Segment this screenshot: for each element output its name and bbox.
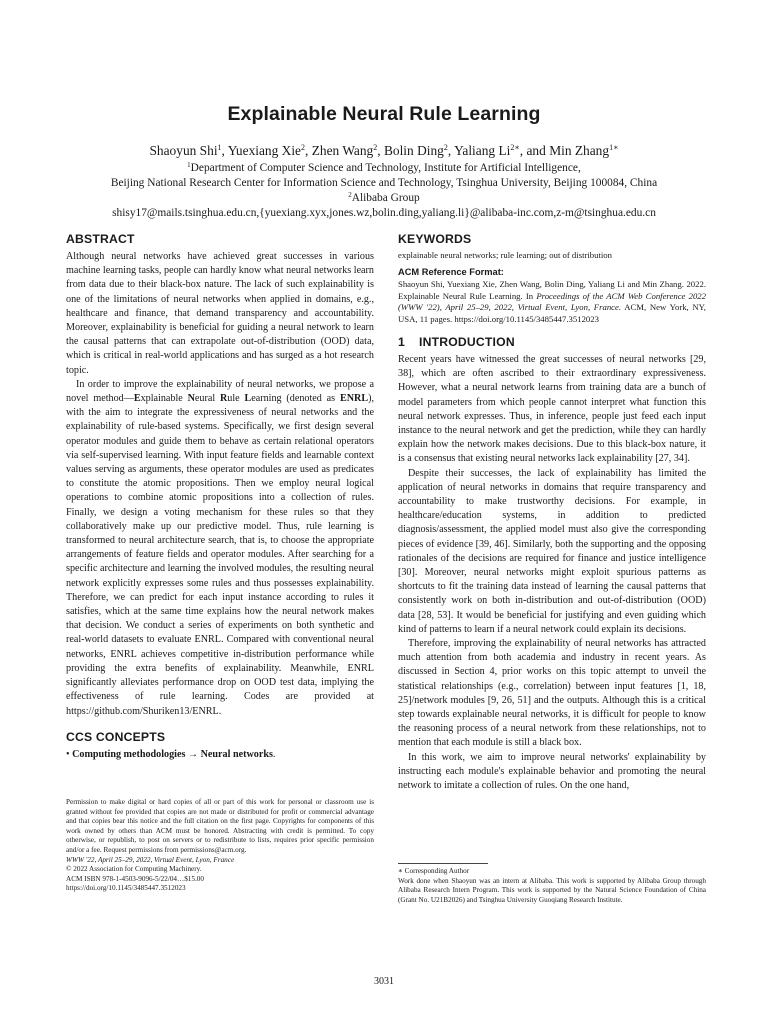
copyright-notice: © 2022 Association for Computing Machinery. xyxy=(66,865,202,874)
introduction-heading: 1 INTRODUCTION xyxy=(398,334,515,349)
intro-paragraph-4: In this work, we aim to improve neural networks' explainability by instructing each module's explainable behavior and promoting the neural network to imitate a collection of rules. On the one hand, xyxy=(398,751,706,792)
author-name: Zhen Wang xyxy=(311,143,374,158)
author-affiliation-mark: 2 xyxy=(373,143,378,152)
author-affiliation-mark: 1∗ xyxy=(609,143,619,152)
conference-venue: WWW '22, April 25–29, 2022, Virtual Event, Lyon, France xyxy=(66,855,235,864)
page-number: 3031 xyxy=(374,976,394,987)
doi-link[interactable]: https://doi.org/10.1145/3485447.3512023 xyxy=(66,884,186,893)
right-column xyxy=(398,231,706,793)
affiliation-1: $^1$Department of Computer Science and Technology, Institute for Artificial Intelligence, xyxy=(187,161,581,174)
affiliation-1-line-2: Beijing National Research Center for Information Science and Technology, Tsinghua University, Beijing 100084, China xyxy=(110,177,658,189)
author-affiliation-mark: 2 xyxy=(301,143,306,152)
footnote-rule xyxy=(398,863,488,864)
keywords-heading: KEYWORDS xyxy=(398,232,472,246)
author-name: Yaliang Li xyxy=(454,143,511,158)
permission-block xyxy=(66,798,374,894)
author-affiliation-mark: 1 xyxy=(217,143,222,152)
ccs-concepts-heading: CCS CONCEPTS xyxy=(66,729,166,744)
author-name: Yuexiang Xie xyxy=(227,143,302,158)
ccs-concept-item: • Computing methodologies → Neural networks. xyxy=(66,748,276,760)
author-name: Bolin Ding xyxy=(383,143,444,158)
abstract-paragraph-2: In order to improve the explainability of neural networks, we propose a novel method—Explainable Neural Rule Learning (denoted as ENRL), with the aim to integrate the expressiveness of neural networks and the explainability of rule-based systems. Specifically, we first design several operator modules and guide them to behave as certain relational operators via self-supervised learning. With input feature fields and learnable context values serving as arguments, these operator modules are used as predicates to constitute the atomic propositions. Then we employ neural logical operations to combine atomic propositions into a collection of rules. Finally, we design a voting mechanism for these rules so that they collaboratively make up our predictive model. Thus, rule learning is transformed to neural architecture search, that is, to choose the appropriate arrangements of feature fields and operator modules. After searching for a specific architecture and learning the involved modules, the resulting neural network explicitly expresses some rules and thus possesses explainability. Therefore, we can predict for each input instance according to rules it satisfies, which at the same time explains how the neural network makes that decision. We conduct a series of experiments on both synthetic and real-world datasets to evaluate ENRL. Compared with conventional neural networks, ENRL achieves competitive in-distribution performance while providing the extra benefits of explainability. Meanwhile, ENRL significantly alleviates performance drop on OOD test data, implying the effectiveness of rule learning. Codes are provided at https://github.com/Shuriken13/ENRL. xyxy=(66,378,374,717)
left-column xyxy=(66,231,374,762)
author-emails: shisy17@mails.tsinghua.edu.cn,{yuexiang.xyx,jones.wz,bolin.ding,yaliang.li}@alibaba-inc.com,z-m@tsinghua.edu.cn xyxy=(112,207,656,219)
author-name: Shaoyun Shi xyxy=(149,143,218,158)
corresponding-author-note: ∗ Corresponding Author xyxy=(398,867,470,875)
author-affiliation-mark: 2 xyxy=(443,143,448,152)
permission-text: Permission to make digital or hard copies of all or part of this work for personal or classroom use is granted without fee provided that copies are not made or distributed for profit or commercial advantage and that copies bear this notice and the full citation on the first page. Copyrights for components of this work owned by others than ACM must be honored. Abstracting with credit is permitted. To copy otherwise, or republish, to post on servers or to redistribute to lists, requires prior specific permission and/or a fee. Request permissions from permissions@acm.org. xyxy=(66,798,374,854)
acm-reference-heading: ACM Reference Format: xyxy=(398,266,504,277)
author-footnote-block xyxy=(398,863,706,905)
abstract-heading: ABSTRACT xyxy=(66,232,135,246)
isbn: ACM ISBN 978-1-4503-9096-5/22/04…$15.00 xyxy=(66,874,204,883)
author-list: Shaoyun Shi$^1$, Yuexiang Xie$^2$, Zhen Wang$^2$, Bolin Ding$^2$, Yaliang $Li^{2∗}$, and Min Zhang$^{1∗}$ xyxy=(149,143,619,158)
funding-note: Work done when Shaoyun was an intern at Alibaba. This work is supported by Alibaba Group through Alibaba Research Intern Program. This work is supported by the Natural Science Foundation of China (Grant No. U21B2026) and Tsinghua University Guoqiang Research Institute. xyxy=(398,876,706,904)
intro-paragraph-2: Despite their successes, the lack of explainability has limited the application of neural networks in domains that require transparency and accountability to make trustworthy decisions. For example, in healthcare/education systems, in addition to predicted diagnosis/assessment, the applied model must also give the corresponding pieces of evidence [39, 46]. Similarly, both the supporting and the opposing rationales of the decisions are required for finance and justice intelligence [30]. Moreover, neural networks might exploit spurious patterns as shortcuts to fit the training data instead of learning the causal patterns that consistently work on both in-distribution and out-of-distribution (OOD) data [28, 53]. It would be beneficial for justifying and even guiding which kind of patterns to learn if a neural network could explain its decisions. xyxy=(398,467,706,635)
author-affiliation-mark: 2∗ xyxy=(510,143,520,152)
affiliation-2: $^2$Alibaba Group xyxy=(348,191,420,204)
author-name: Min Zhang xyxy=(549,143,610,158)
intro-paragraph-1: Recent years have witnessed the great successes of neural networks [29, 38], which are often ascribed to their extraordinary expressiveness. However, what a neural network learns from training data are a bunch of model parameters from which people cannot interpret what function this neural network expresses. Thus, in inference, people just feed each input instance to the neural network and get the prediction, while they can hardly explain how the network makes decisions. Due to this black-box nature, it is a consensus that existing neural networks lack explainability [27, 34]. xyxy=(398,353,706,465)
abstract-paragraph-1: Although neural networks have achieved great successes in various machine learning tasks, people can hardly know what neural networks learn from data due to their black-box nature. The lack of such explainability is one of the limitations of neural networks when applied in domains, e.g., healthcare and finance, that demand transparency and accountability. Moreover, explainability is beneficial for guiding a neural network to learn the causal patterns that can extrapolate out-of-distribution (OOD) data, which is critical in real-world applications and has surged as a hot research topic. xyxy=(66,251,374,376)
intro-paragraph-3: Therefore, improving the explainability of neural networks has attracted much attention from both academia and industry in recent years. As discussed in Section 4, prior works on this topic attempt to unveil the statistical relationships (e.g., correlation) between input features [1, 18, 25]/network modules [9, 26, 51] and the outputs. Although this is a critical step towards explainable neural networks, it is difficult for people to know the reasoning process of a neural network from these relationships, not to mention that each module is still a black box. xyxy=(398,638,706,749)
paper-title: Explainable Neural Rule Learning xyxy=(227,103,541,125)
keywords-text: explainable neural networks; rule learning; out of distribution xyxy=(398,250,612,260)
acm-reference-text: Shaoyun Shi, Yuexiang Xie, Zhen Wang, Bolin Ding, Yaliang Li and Min Zhang. 2022. Explainable Neural Rule Learning. In Proceedings of the ACM Web Conference 2022 (WWW '22), April 25–29, 2022, Virtual Event, Lyon, France. ACM, New York, NY, USA, 11 pages. https://doi.org/10.1145/3485447.3512023 xyxy=(398,278,706,325)
